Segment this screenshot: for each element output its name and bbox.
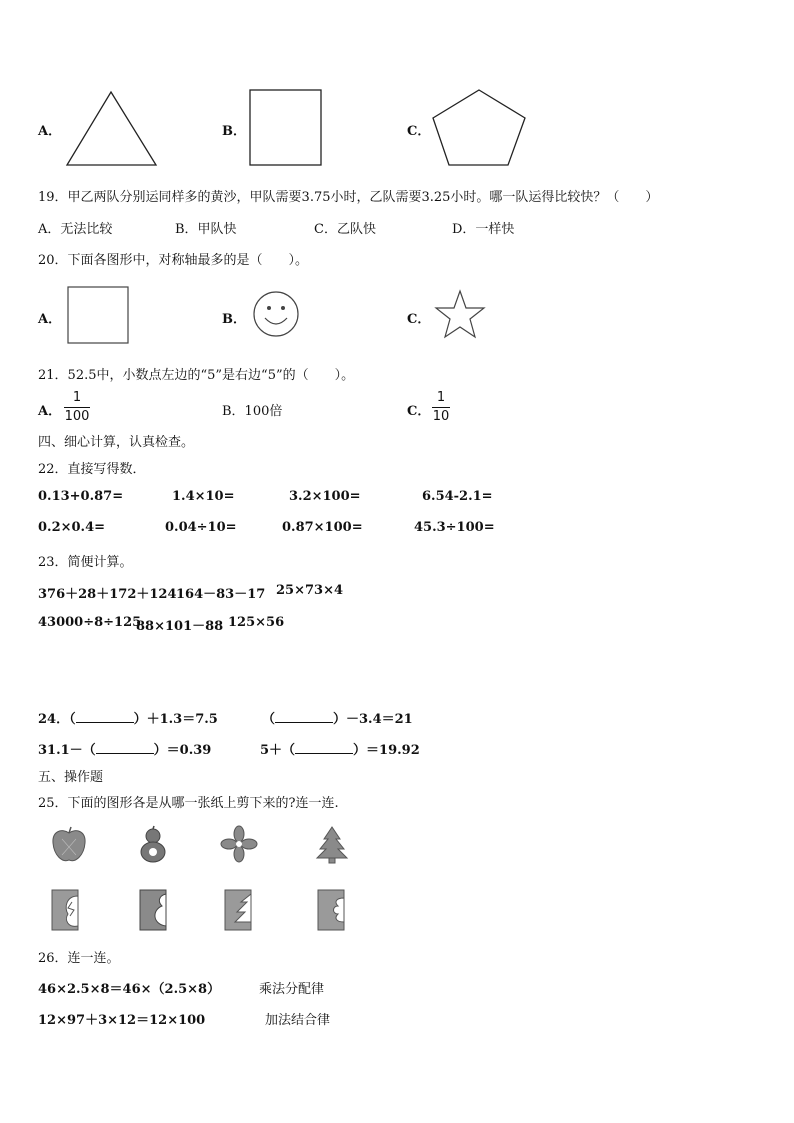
q26-right-item-1[interactable]: 乘法分配律 <box>259 982 325 997</box>
q24-equation-1 <box>38 708 218 727</box>
answer-blank[interactable] <box>295 741 353 754</box>
q24-eq3-prefix: 31.1－（ <box>38 743 96 758</box>
apple-cutout-icon <box>50 825 88 865</box>
q23-item: 25×73×4 <box>276 583 344 598</box>
q21-option-b: B．100倍 <box>222 404 283 419</box>
q26-left-item-1[interactable]: 46×2.5×8＝46×（2.5×8） <box>38 982 221 997</box>
section-4-heading: 四、细心计算，认真检查。 <box>38 435 195 450</box>
fraction-numerator: 1 <box>436 390 446 405</box>
smiley-face-icon <box>252 290 302 340</box>
q24-eq1-prefix: 24．（ <box>38 712 76 727</box>
pentagon-shape <box>432 88 528 168</box>
folded-paper-flower-icon <box>316 888 350 932</box>
tree-cutout-icon <box>314 825 350 865</box>
q23-stem: 23．简便计算。 <box>38 555 133 570</box>
square-shape-small <box>67 286 131 346</box>
star-shape <box>436 289 488 341</box>
q19-option-c: C．乙队快 <box>314 222 376 237</box>
folded-paper-gourd-icon <box>138 888 172 932</box>
q19-stem: 19．甲乙两队分别运同样多的黄沙，甲队需要3.75小时，乙队需要3.25小时。哪一队运得比较快？（ ） <box>38 190 659 205</box>
q22-item: 0.87×100= <box>282 520 363 535</box>
q23-item: 125×56 <box>228 615 285 630</box>
q24-equation-2 <box>262 708 413 727</box>
answer-blank[interactable] <box>275 710 333 723</box>
folded-paper-apple-icon <box>50 888 84 932</box>
folded-paper-tree-icon <box>223 888 257 932</box>
q26-right-item-2[interactable]: 加法结合律 <box>265 1013 331 1028</box>
q22-item: 45.3÷100= <box>414 520 495 535</box>
q20-option-c-label: C． <box>407 312 431 327</box>
q21-stem: 21．52.5中，小数点左边的“5”是右边“5”的（ ）。 <box>38 368 355 383</box>
q22-item: 0.04÷10= <box>165 520 237 535</box>
q26-stem: 26．连一连。 <box>38 951 120 966</box>
fraction-one-tenth <box>432 390 450 425</box>
q24-eq2-suffix: ）－3.4＝21 <box>333 712 413 727</box>
q18-option-c-label: C． <box>407 124 431 139</box>
q24-eq4-suffix: ）＝19.92 <box>353 743 420 758</box>
q20-option-b-label: B． <box>222 312 246 327</box>
q22-stem: 22．直接写得数． <box>38 462 146 477</box>
q24-eq3-suffix: ）＝0.39 <box>153 743 212 758</box>
q18-option-a-label: A． <box>38 124 62 139</box>
fraction-denominator: 10 <box>432 409 450 424</box>
q22-item: 0.2×0.4= <box>38 520 106 535</box>
q22-item: 3.2×100= <box>289 489 361 504</box>
q22-item: 6.54-2.1= <box>422 489 493 504</box>
q23-item: 376＋28＋172＋124 <box>38 587 177 602</box>
q24-eq2-prefix: （ <box>262 712 276 727</box>
q24-equation-3 <box>38 739 211 758</box>
q24-eq1-suffix: ）＋1.3＝7.5 <box>133 712 218 727</box>
fraction-one-hundredth <box>64 390 90 425</box>
q25-stem: 25．下面的图形各是从哪一张纸上剪下来的?连一连. <box>38 796 339 811</box>
section-5-heading: 五、操作题 <box>38 770 104 785</box>
q19-option-d: D．一样快 <box>452 222 515 237</box>
q20-stem: 20．下面各图形中，对称轴最多的是（ ）。 <box>38 253 309 268</box>
q20-option-a-label: A． <box>38 312 62 327</box>
answer-blank[interactable] <box>76 710 134 723</box>
q23-item: 43000÷8÷125 <box>38 615 142 630</box>
q18-option-b-label: B． <box>222 124 246 139</box>
fraction-numerator: 1 <box>72 390 82 405</box>
q26-left-item-2[interactable]: 12×97＋3×12＝12×100 <box>38 1013 206 1028</box>
q23-item: 88×101－88 <box>136 619 224 634</box>
q21-option-a-label: A． <box>38 404 62 419</box>
q22-item: 1.4×10= <box>172 489 235 504</box>
q23-item: 164－83－17 <box>176 587 266 602</box>
q19-option-b: B．甲队快 <box>175 222 237 237</box>
square-shape <box>249 89 323 167</box>
gourd-cutout-icon <box>137 825 169 865</box>
q24-equation-4 <box>260 739 420 758</box>
flower-cutout-icon <box>221 826 257 862</box>
triangle-shape <box>66 90 158 168</box>
q22-item: 0.13+0.87= <box>38 489 124 504</box>
fraction-denominator: 100 <box>64 409 90 424</box>
q24-eq4-prefix: 5＋（ <box>260 743 296 758</box>
q19-option-a: A．无法比较 <box>38 222 113 237</box>
answer-blank[interactable] <box>96 741 154 754</box>
q21-option-c-label: C． <box>407 404 431 419</box>
